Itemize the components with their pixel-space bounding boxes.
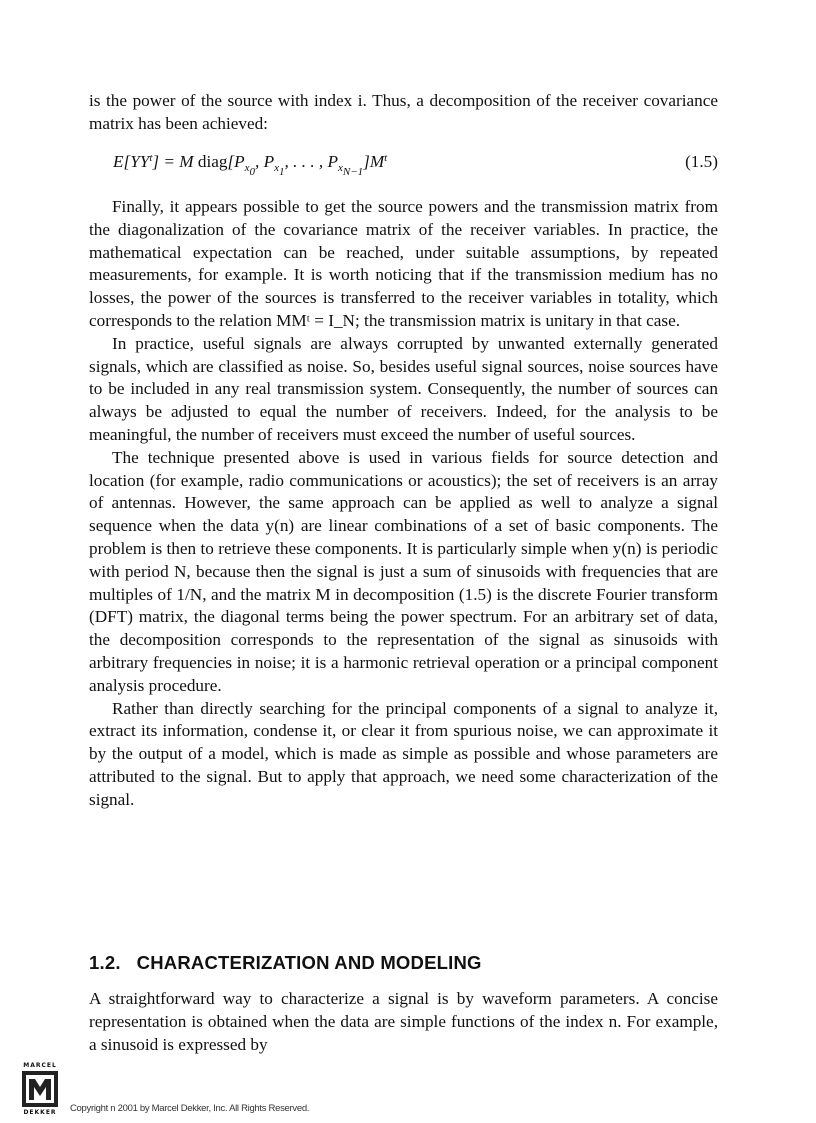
copyright-notice: Copyright n 2001 by Marcel Dekker, Inc. All Rights Reserved. — [70, 1103, 310, 1114]
paragraph-model: Rather than directly searching for the principal components of a signal to analyze it, extract its information, condense it, or clear it from spurious noise, we can approximate it by the output of a model, which is made as simple as possible and whose parameters are attributed to the signal. But to apply that approach, we need some characterization of the signal. — [89, 698, 718, 809]
intro-text: is the power of the source with index i. Thus, a decomposition of the receiver covariance matrix has been achieved: — [89, 91, 718, 133]
publisher-logo — [17, 1062, 63, 1116]
section-number: 1.2. — [89, 952, 121, 973]
paragraph-waveform: A straightforward way to characterize a signal is by waveform parameters. A concise representation is obtained when the data are simple functions of the index n. For example, a sinusoid is expressed by — [89, 989, 718, 1054]
intro-paragraph — [89, 90, 718, 136]
section-body — [89, 988, 718, 1056]
body-text — [89, 196, 718, 812]
equation-number: (1.5) — [685, 152, 718, 171]
equation-rendered: $E[YY^t] = M$ $diag[P_{x_0}$, $P_{x_1}$, . . . , $P_{x_{N-1}}]M^t$ — [113, 152, 388, 178]
equation-1-5 — [113, 150, 718, 182]
paragraph-technique: The technique presented above is used in various fields for source detection and location (for example, radio communications or acoustics); the set of receivers is an array of antennas. However, the same approach can be applied as well to analyze a signal sequence when the data y(n) are linear combinations of a set of basic components. The problem is then to retrieve these components. It is particularly simple when y(n) is periodic with period N, because then the signal is just a sum of sinusoids with frequencies that are multiples of 1/N, and the matrix M in decomposition (1.5) is the discrete Fourier transform (DFT) matrix, the diagonal terms being the power spectrum. For an arbitrary set of data, the decomposition corresponds to the representation of the signal as sinusoids with arbitrary frequencies in noise; it is a harmonic retrieval operation or a principal component analysis procedure. — [89, 447, 718, 695]
logo-emblem-icon — [21, 1070, 59, 1108]
logo-bottom-text: DEKKER — [23, 1109, 57, 1116]
paragraph-diagonalization: Finally, it appears possible to get the source powers and the transmission matrix from the diagonalization of the covariance matrix of the receiver variables. In practice, the mathematical expectation can be reached, under suitable assumptions, by repeated measurements, for example. It is worth noticing that if the transmission medium has no losses, the power of the sources is transferred to the receiver variables in totality, which corresponds to the relation MMᵗ = I_N; the transmission matrix is unitary in that case. — [89, 197, 718, 330]
paragraph-noise: In practice, useful signals are always corrupted by unwanted externally generated signals, which are classified as noise. So, besides useful signal sources, noise sources have to be included in any real transmission system. Consequently, the number of sources can always be adjusted to equal the number of receivers. Indeed, for the analysis to be meaningful, the number of receivers must exceed the number of useful sources. — [89, 333, 718, 444]
equation-expression — [113, 152, 387, 178]
section-title: CHARACTERIZATION AND MODELING — [136, 952, 482, 973]
logo-top-text: MARCEL — [23, 1062, 57, 1069]
section-heading — [89, 952, 482, 974]
